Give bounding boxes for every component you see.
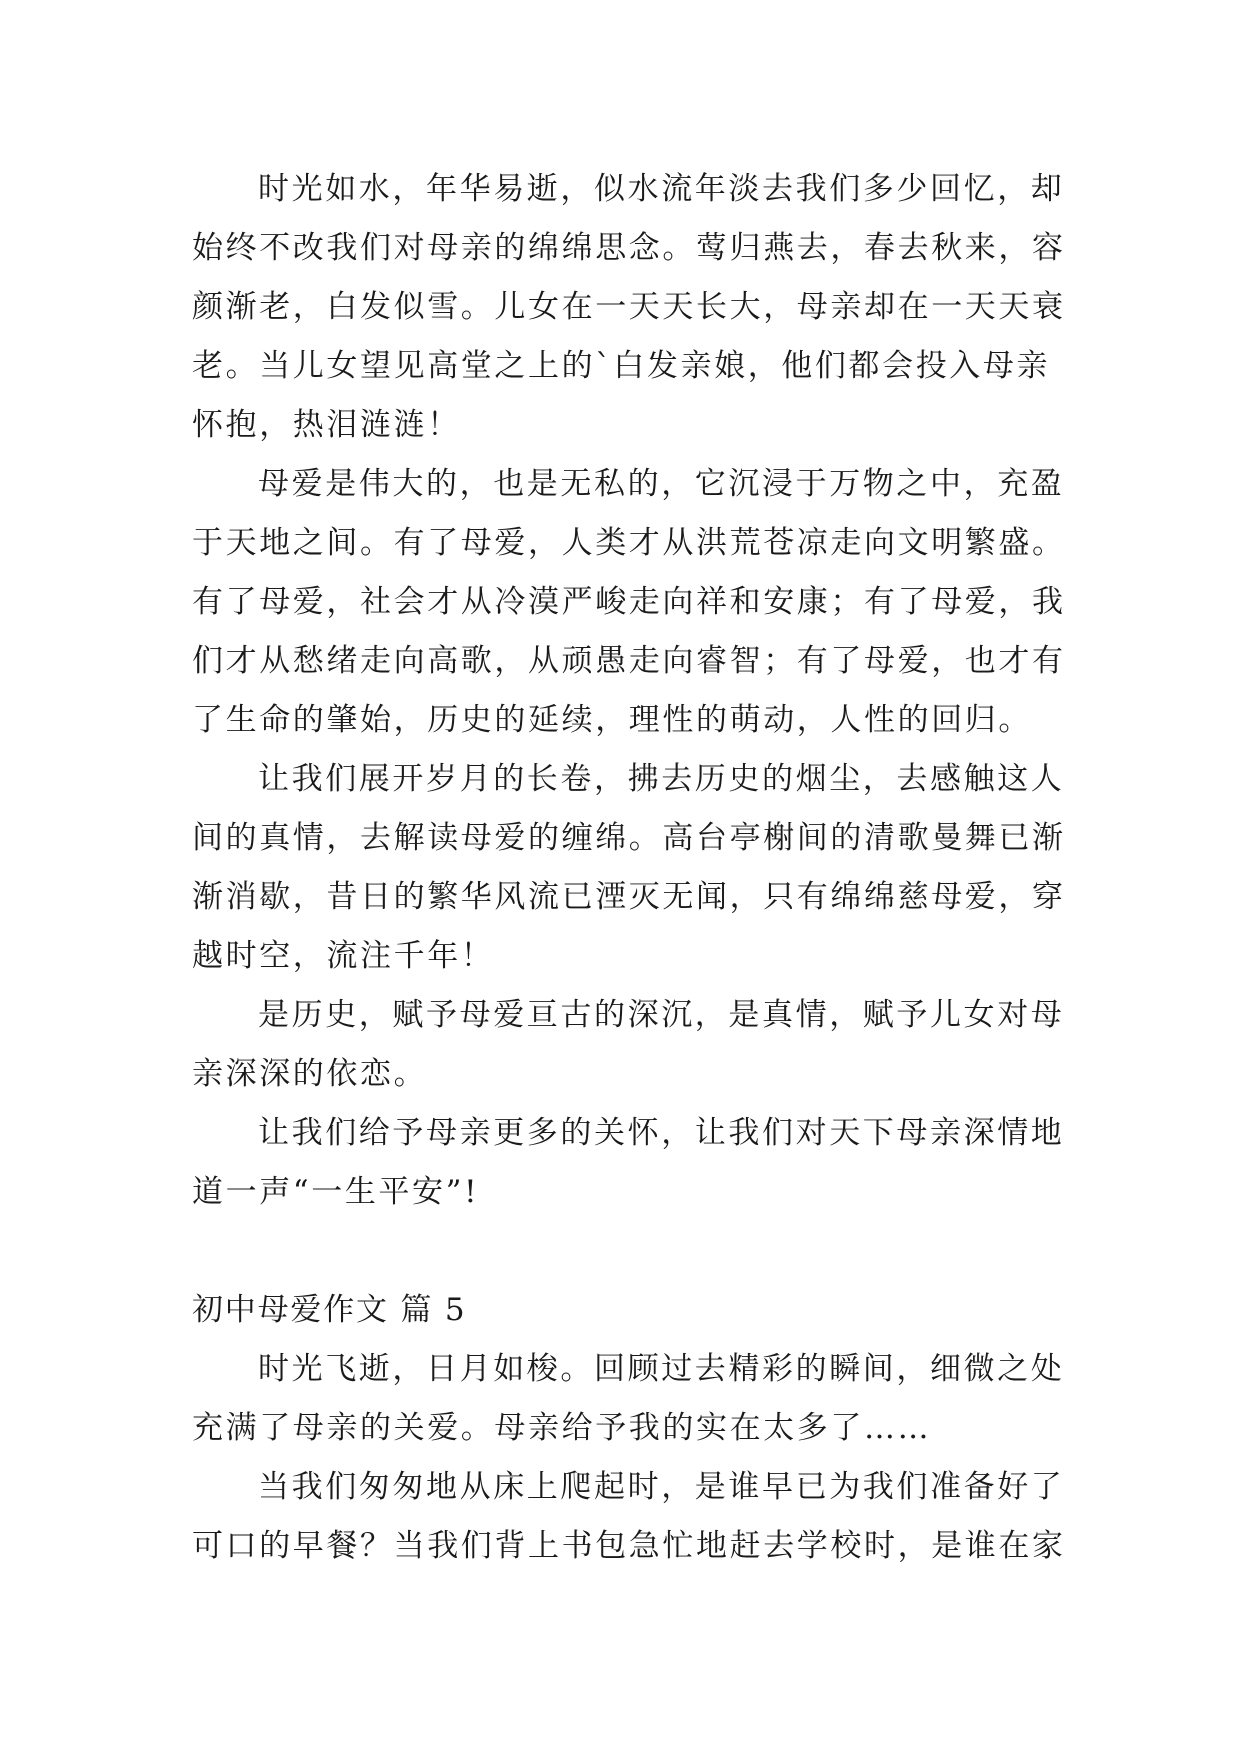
paragraph xyxy=(192,1104,1072,1222)
paragraph xyxy=(192,1458,1072,1576)
paragraph-line: 越时空，流注千年！ xyxy=(192,938,495,974)
paragraph-line: 颜渐老，白发似雪。儿女在一天天长大，母亲却在一天天衰 xyxy=(192,289,1066,325)
paragraph-line: 了生命的肇始，历史的延续，理性的萌动，人性的回归。 xyxy=(192,702,1032,738)
paragraph-line: 时光飞逝，日月如梭。回顾过去精彩的瞬间，细微之处 xyxy=(258,1351,1065,1387)
paragraph-line: 们才从愁绪走向高歌，从顽愚走向睿智；有了母爱，也才有 xyxy=(192,643,1066,679)
paragraph-line: 充满了母亲的关爱。母亲给予我的实在太多了…… xyxy=(192,1410,932,1446)
paragraph-line: 怀抱，热泪涟涟！ xyxy=(192,407,461,443)
paragraph-line: 道一声“一生平安”! xyxy=(192,1174,480,1210)
paragraph-line: 亲深深的依恋。 xyxy=(192,1056,428,1092)
paragraph-line: 当我们匆匆地从床上爬起时，是谁早已为我们准备好了 xyxy=(258,1469,1065,1505)
paragraph-line: 母爱是伟大的，也是无私的，它沉浸于万物之中，充盈 xyxy=(258,466,1065,502)
paragraph xyxy=(192,160,1072,455)
paragraph-line: 让我们给予母亲更多的关怀，让我们对天下母亲深情地 xyxy=(258,1115,1065,1151)
paragraph xyxy=(192,1340,1072,1458)
paragraph-line: 让我们展开岁月的长卷，拂去历史的烟尘，去感触这人 xyxy=(258,761,1065,797)
paragraph xyxy=(192,986,1072,1104)
section-heading: 初中母爱作文 篇 5 xyxy=(192,1292,467,1328)
paragraph-line: 始终不改我们对母亲的绵绵思念。莺归燕去，春去秋来，容 xyxy=(192,230,1066,266)
paragraph-line: 时光如水，年华易逝，似水流年淡去我们多少回忆，却 xyxy=(258,171,1065,207)
paragraph xyxy=(192,750,1072,986)
paragraph-line: 渐消歇，昔日的繁华风流已湮灭无闻，只有绵绵慈母爱，穿 xyxy=(192,879,1066,915)
paragraph-line: 有了母爱，社会才从冷漠严峻走向祥和安康；有了母爱，我 xyxy=(192,584,1066,620)
paragraph-line: 是历史，赋予母爱亘古的深沉，是真情，赋予儿女对母 xyxy=(258,997,1065,1033)
section-spacer xyxy=(192,1222,1072,1281)
paragraph xyxy=(192,455,1072,750)
paragraph-line: 老。当儿女望见高堂之上的`白发亲娘，他们都会投入母亲 xyxy=(192,348,1051,384)
paragraph-line: 间的真情，去解读母爱的缠绵。高台亭榭间的清歌曼舞已渐 xyxy=(192,820,1066,856)
paragraph-line: 于天地之间。有了母爱，人类才从洪荒苍凉走向文明繁盛。 xyxy=(192,525,1066,561)
paragraph-line: 可口的早餐？当我们背上书包急忙地赶去学校时，是谁在家 xyxy=(192,1528,1066,1564)
document-body xyxy=(192,160,1072,1576)
